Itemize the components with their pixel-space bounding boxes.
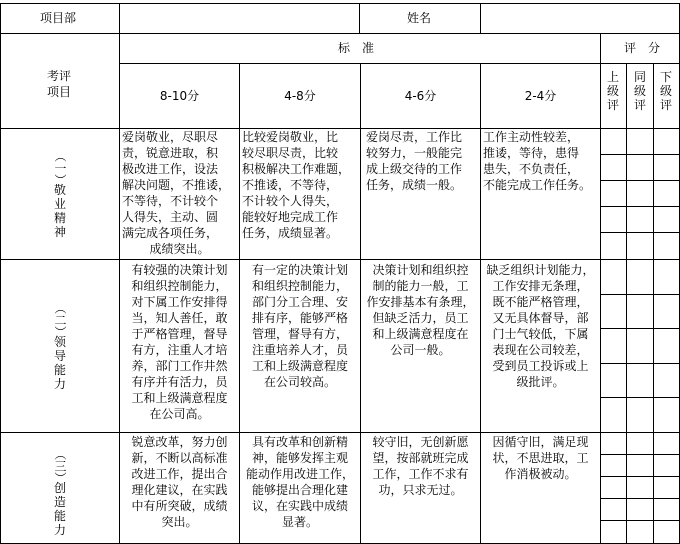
col-range-1: 8-10分 xyxy=(159,89,200,103)
criteria-line: 和组织控制能力， xyxy=(131,279,228,293)
col-range-4: 2-4分 xyxy=(524,89,557,103)
criteria-line: 成上级交待的工作 xyxy=(366,162,463,176)
criteria-line: 改进工作，提出合 xyxy=(131,467,228,481)
criteria-line: 对下属工作安排得 xyxy=(131,295,228,309)
criteria-line: 和组织控制能力， xyxy=(251,279,348,293)
criteria-line: 锐意改革，努力创 xyxy=(131,435,228,449)
criteria-line: 能够提出合理化建 xyxy=(251,483,348,497)
criteria-line: 工作安排无条理， xyxy=(492,279,589,293)
row-number: （三） xyxy=(53,448,67,484)
criteria-line: 新，不断以高标准 xyxy=(131,451,228,465)
rater-char: 同 xyxy=(633,70,646,84)
criteria-line: 不推诿，不等待， xyxy=(242,178,339,192)
rater-char: 评 xyxy=(633,98,646,112)
criteria-cell xyxy=(481,129,600,193)
criteria-line: 养，部门工作井然 xyxy=(131,359,228,373)
rater-peer xyxy=(632,70,648,112)
criteria-line: 管理，督导有方， xyxy=(251,327,348,341)
criteria-cell xyxy=(361,434,480,498)
score-cell-superior-creativity[interactable] xyxy=(601,433,626,543)
criteria-line: 在公司高。 xyxy=(149,407,210,421)
criteria-line: 显著。 xyxy=(281,515,318,529)
grid-line xyxy=(359,3,360,33)
criteria-line: 因循守旧，满足现 xyxy=(492,435,589,449)
rater-char: 下 xyxy=(659,70,672,84)
criteria-line: 既不能严格管理， xyxy=(492,295,589,309)
dept-label: 项目部 xyxy=(40,11,77,25)
criteria-line: 患失，不负责任， xyxy=(483,162,580,176)
score-cell-superior-dedication[interactable] xyxy=(601,129,626,259)
row-name-char: 能 xyxy=(53,509,66,523)
rater-char: 上 xyxy=(606,70,619,84)
criteria-line: 满完成各项任务， xyxy=(122,226,219,240)
criteria-line: 中有所突破，成绩 xyxy=(131,499,228,513)
row-name-char: 业 xyxy=(53,197,66,211)
criteria-line: 工和上级满意程度 xyxy=(251,359,348,373)
criteria-line: 推诿，等待，患得 xyxy=(483,146,580,160)
criteria-line: 具有改革和创新精 xyxy=(251,435,348,449)
criteria-line: 又无具体督导，部 xyxy=(492,311,589,325)
criteria-line: 注重培养人才，员 xyxy=(251,343,348,357)
grid-line xyxy=(119,63,680,64)
row-name-char: 精 xyxy=(53,211,66,225)
criteria-cell xyxy=(481,262,600,390)
criteria-line: 受到员工投诉或上 xyxy=(492,359,589,373)
criteria-line: 状，不思进取，工 xyxy=(492,451,589,465)
criteria-line: 部门分工合理、安 xyxy=(251,295,348,309)
grid-line xyxy=(0,3,1,543)
score-label: 评 分 xyxy=(624,41,661,55)
row-number: （二） xyxy=(53,302,67,338)
grid-line xyxy=(600,63,680,64)
criteria-line: 解决问题，不推诿， xyxy=(122,178,231,192)
dept-value-field[interactable] xyxy=(120,4,359,33)
grid-line xyxy=(0,259,680,260)
criteria-cell xyxy=(240,129,360,241)
score-cell-subordinate-leadership[interactable] xyxy=(654,260,679,432)
criteria-line: 极改进工作，设法 xyxy=(122,162,219,176)
criteria-line: 不计较个人得失， xyxy=(242,194,339,208)
criteria-line: 人得失，主动、圆 xyxy=(122,210,219,224)
criteria-line: 较尽职尽责，比较 xyxy=(242,146,339,160)
criteria-line: 于严格管理，督导 xyxy=(131,327,228,341)
row-number: （一） xyxy=(53,150,67,186)
rater-subordinate xyxy=(658,70,674,112)
row-name-char: 造 xyxy=(53,495,66,509)
criteria-line: 有序并有活力，员 xyxy=(131,375,228,389)
criteria-cell xyxy=(361,262,480,358)
criteria-line: 表现在公司较差， xyxy=(492,343,589,357)
criteria-line: 级批评。 xyxy=(516,375,565,389)
rater-char: 级 xyxy=(659,84,672,98)
rater-char: 级 xyxy=(633,84,646,98)
criteria-line: 制的能力一般，工 xyxy=(372,279,469,293)
row-name-char: 导 xyxy=(53,349,66,363)
criteria-line: 工和上级满意程度 xyxy=(131,391,228,405)
score-cell-peer-leadership[interactable] xyxy=(627,260,653,432)
criteria-line: 爱岗尽责，工作比 xyxy=(366,130,463,144)
row-name-char: 敬 xyxy=(53,183,66,197)
criteria-line: 和上级满意程度在 xyxy=(372,327,469,341)
col-range-3: 4-6分 xyxy=(404,89,437,103)
criteria-line: 突出。 xyxy=(161,515,198,529)
score-cell-peer-dedication[interactable] xyxy=(627,129,653,259)
criteria-line: 神，能够发挥主观 xyxy=(251,451,348,465)
row-name-leadership xyxy=(52,302,68,391)
criteria-line: 但缺乏活力，员工 xyxy=(372,311,469,325)
row-name-char: 创 xyxy=(53,481,66,495)
criteria-line: 能较好地完成工作 xyxy=(242,210,339,224)
criteria-cell xyxy=(240,434,360,530)
rater-char: 级 xyxy=(606,84,619,98)
criteria-line: 决策计划和组织控 xyxy=(372,263,469,277)
criteria-line: 较守旧，无创新愿 xyxy=(372,435,469,449)
grid-line xyxy=(0,33,680,34)
score-cell-subordinate-dedication[interactable] xyxy=(654,129,679,259)
criteria-line: 有方，注重人才培 xyxy=(131,343,228,357)
criteria-line: 议，在实践中成绩 xyxy=(251,499,348,513)
criteria-line: 作安排基本有条理， xyxy=(366,295,475,309)
score-cell-subordinate-creativity[interactable] xyxy=(654,433,679,543)
grid-line xyxy=(0,432,680,433)
name-value-field[interactable] xyxy=(481,4,679,33)
criteria-cell xyxy=(120,129,239,257)
criteria-line: 工作主动性较差， xyxy=(483,130,580,144)
row-name-char: 神 xyxy=(53,225,66,239)
item-label-line-1: 考评 xyxy=(47,69,72,83)
rater-char: 评 xyxy=(659,98,672,112)
criteria-line: 成绩突出。 xyxy=(149,242,210,256)
criteria-line: 在公司较高。 xyxy=(263,375,336,389)
col-range-2: 4-8分 xyxy=(284,89,316,103)
criteria-line: 当，知人善任，敢 xyxy=(131,311,228,325)
score-cell-superior-leadership[interactable] xyxy=(601,260,626,432)
criteria-cell xyxy=(364,129,480,193)
criteria-line: 任务，成绩显著。 xyxy=(242,226,339,240)
criteria-line: 较努力，一般能完 xyxy=(366,146,463,160)
criteria-line: 排有序，能够严格 xyxy=(251,311,348,325)
item-label-line-2: 项目 xyxy=(47,85,72,99)
row-name-creativity xyxy=(52,448,68,537)
criteria-cell xyxy=(120,262,239,422)
standard-label: 标 准 xyxy=(338,41,375,55)
row-name-char: 领 xyxy=(53,335,66,349)
criteria-line: 比较爱岗敬业，比 xyxy=(242,130,339,144)
row-name-char: 力 xyxy=(53,377,66,391)
rater-char: 评 xyxy=(606,98,619,112)
criteria-line: 能动作用改进工作， xyxy=(245,467,354,481)
criteria-line: 缺乏组织计划能力， xyxy=(486,263,595,277)
criteria-cell xyxy=(481,434,600,482)
criteria-line: 责，锐意进取，积 xyxy=(122,146,219,160)
criteria-line: 作消极被动。 xyxy=(504,467,577,481)
criteria-line: 门士气较低，下属 xyxy=(492,327,589,341)
criteria-line: 功，只求无过。 xyxy=(378,483,463,497)
criteria-line: 爱岗敬业，尽职尽 xyxy=(122,130,219,144)
score-cell-peer-creativity[interactable] xyxy=(627,433,653,543)
criteria-line: 工作，工作不求有 xyxy=(372,467,469,481)
row-name-dedication xyxy=(52,150,68,239)
criteria-line: 有一定的决策计划 xyxy=(251,263,348,277)
criteria-line: 公司一般。 xyxy=(390,343,451,357)
row-name-char: 能 xyxy=(53,363,66,377)
criteria-line: 理化建议，在实践 xyxy=(131,483,228,497)
criteria-line: 望，按部就班完成 xyxy=(372,451,469,465)
criteria-line: 不等待，不计较个 xyxy=(122,194,219,208)
rater-superior xyxy=(605,70,621,112)
criteria-line: 积极解决工作难题， xyxy=(242,162,351,176)
criteria-line: 任务，成绩一般。 xyxy=(366,178,463,192)
criteria-line: 有较强的决策计划 xyxy=(131,263,228,277)
row-name-char: 力 xyxy=(53,523,66,537)
name-label: 姓名 xyxy=(407,11,432,25)
criteria-cell xyxy=(120,434,239,530)
criteria-cell xyxy=(240,262,360,390)
criteria-line: 不能完成工作任务。 xyxy=(483,178,592,192)
